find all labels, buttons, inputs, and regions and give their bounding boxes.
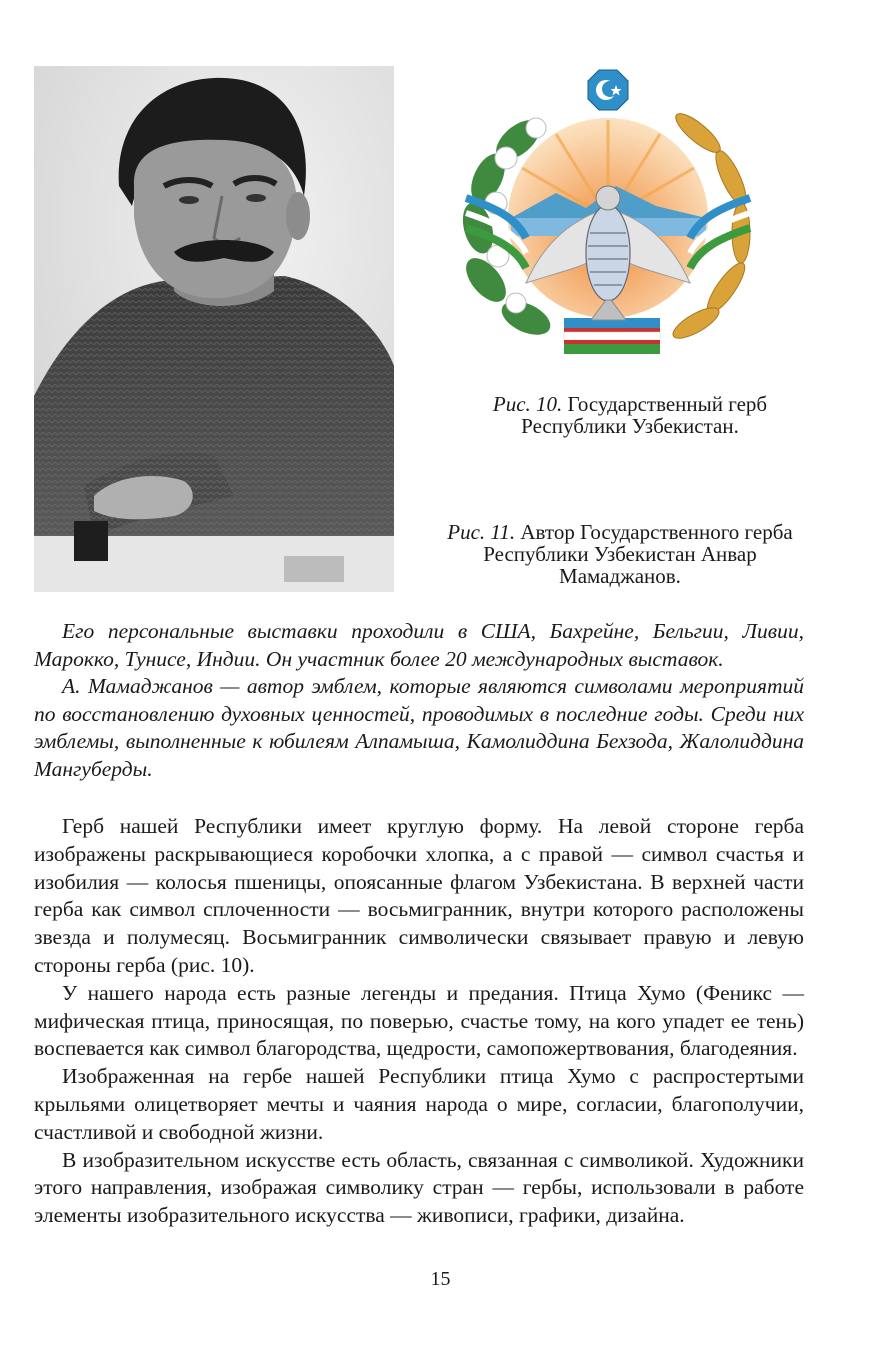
figure-10-number: Рис. 10. <box>492 392 563 416</box>
body-paragraph: Изображенная на гербе нашей Республики птица Хумо с распростертыми крыльями олицетворяет мечты и чаяния народа о мире, согласии, благополучии, счастливой и свободной жизни. <box>34 1064 804 1144</box>
figure-11-caption <box>430 521 810 587</box>
author-portrait-photo <box>34 66 394 592</box>
author-bio-italic <box>34 618 804 783</box>
italic-paragraph: А. Мамаджанов — автор эмблем, которые являются символами мероприятий по восстановлению духовных ценностей, проводимых в последние годы. Среди них эмблемы, выполненные к юбилеям Алпамыша, Камолиддина Бехзода, Жалолиддина Мангуберды. <box>34 674 804 781</box>
figure-10-caption <box>440 393 820 437</box>
uzbekistan-coat-of-arms <box>456 68 760 366</box>
page-number: 15 <box>430 1268 451 1290</box>
main-text <box>34 813 804 1230</box>
figure-11-text: Автор Государственного герба Республики Узбекистан Анвар Мамаджанов. <box>483 520 793 588</box>
body-paragraph: В изобразительном искусстве есть область, связанная с символикой. Художники этого направления, изображая символику стран — гербы, использовали в работе элементы изобразительного искусства — живописи, графики, дизайна. <box>34 1147 804 1228</box>
body-paragraph: У нашего народа есть разные легенды и предания. Птица Хумо (Феникс — мифическая птица, приносящая, по поверью, счастье тому, на кого упадет ее тень) воспевается как символ благородства, щедрости, самопожертвования, благодеяния. <box>34 980 804 1061</box>
italic-paragraph: Его персональные выставки проходили в США, Бахрейне, Бельгии, Ливии, Марокко, Тунисе, Индии. Он участник более 20 международных выставок. <box>34 619 804 671</box>
figure-10-text: Государственный герб Республики Узбекистан. <box>521 392 768 438</box>
figure-11-number: Рис. 11. <box>447 520 516 544</box>
body-paragraph: Герб нашей Республики имеет круглую форму. На левой стороне герба изображены раскрывающиеся коробочки хлопка, а с правой — символ счастья и изобилия — колосья пшеницы, опоясанные флагом Узбекистана. В верхней части герба как символ сплоченности — восьмигранник, внутри которого расположены звезда и полумесяц. Восьмигранник символически связывает правую и левую стороны герба (рис. 10). <box>34 814 804 977</box>
